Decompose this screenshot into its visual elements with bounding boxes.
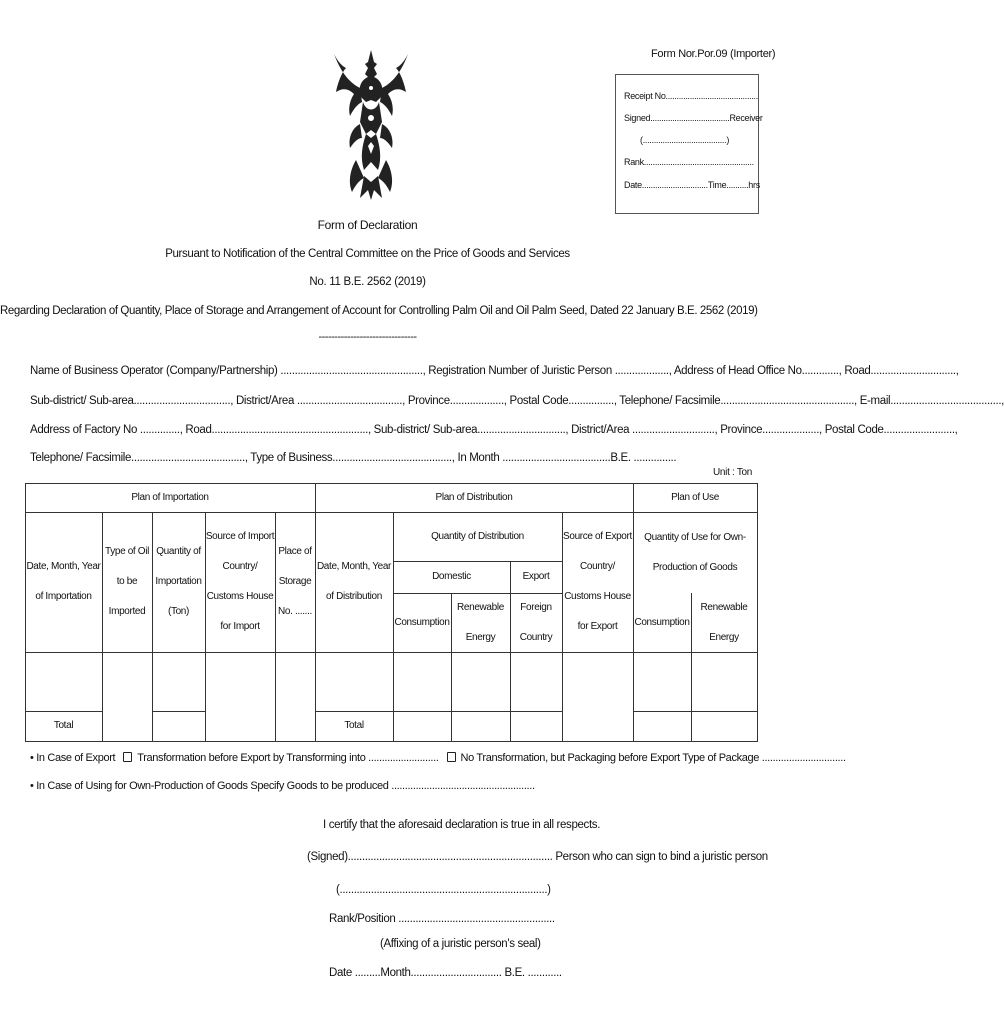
title-line2: Pursuant to Notification of the Central Committee on the Price of Goods and Services — [165, 248, 570, 260]
header-use-consumption: Consumption — [634, 616, 690, 628]
no-transformation-option-label: No Transformation, but Packaging before Export Type of Package ............................... — [460, 752, 846, 764]
header-plan-distribution: Plan of Distribution — [435, 491, 513, 503]
header-quantity-importation: Quantity of Importation (Ton) — [155, 546, 202, 617]
title-rule: ------------------------------- — [318, 331, 417, 343]
no-transformation-checkbox[interactable] — [447, 752, 456, 762]
certify-name-field[interactable]: (.........................................................................) — [336, 884, 551, 896]
form-code: Form Nor.Por.09 (Importer) — [651, 48, 776, 60]
title-line3: No. 11 B.E. 2562 (2019) — [309, 276, 426, 288]
header-plan-importation: Plan of Importation — [131, 491, 209, 503]
header-source-export: Source of Export Country/ Customs House for Export — [563, 531, 632, 632]
header-use-renewable: Renewable Energy — [700, 601, 748, 643]
header-date-importation: Date, Month, Year of Importation — [26, 561, 101, 602]
header-quantity-distribution: Quantity of Distribution — [431, 530, 524, 542]
header-source-import: Source of Import Country/ Customs House for Import — [205, 531, 275, 632]
own-use-line[interactable]: • In Case of Using for Own-Production of Goods Specify Goods to be produced ..................................................... — [30, 780, 535, 792]
header-domestic: Domestic — [432, 571, 471, 582]
header-plan-use: Plan of Use — [671, 491, 719, 503]
receipt-signed-field[interactable]: Signed....................................Receiver — [624, 113, 763, 123]
certify-seal-note: (Affixing of a juristic person's seal) — [380, 938, 541, 950]
total-distribution-label: Total — [344, 720, 364, 731]
header-type-oil: Type of Oil to be Imported — [105, 546, 149, 617]
unit-label: Unit : Ton — [713, 467, 753, 478]
certify-statement: I certify that the aforesaid declaration is true in all respects. — [323, 819, 601, 831]
header-consumption: Consumption — [394, 616, 450, 628]
field-line-operator[interactable]: Name of Business Operator (Company/Partnership) .................................................., Registration Number of Juristic Person ..................., Address of Head Office No............., Road.............................., — [30, 365, 959, 377]
total-importation-label: Total — [53, 720, 74, 731]
header-foreign-country: Foreign Country — [519, 601, 553, 643]
field-line-address[interactable]: Sub-district/ Sub-area.................................., District/Area ....................................., Province..................., Postal Code................, Telephone/ Facsimile..............................................., E-mail......................................., — [30, 395, 1004, 407]
transformation-checkbox[interactable] — [123, 752, 132, 762]
receipt-rank-field[interactable]: Rank.................................................. — [624, 157, 754, 167]
title-line4: Regarding Declaration of Quantity, Place of Storage and Arrangement of Account for Controlling Palm Oil and Oil Palm Seed, Dated 22 January B.E. 2562 (2019) — [0, 305, 758, 317]
transformation-option-label: Transformation before Export by Transforming into .......................... — [137, 752, 439, 764]
receipt-date-time-field[interactable]: Date..............................Time..........hrs — [624, 180, 760, 190]
receipt-box — [615, 74, 763, 214]
header-place-storage: Place of Storage No. ....... — [278, 546, 312, 617]
field-line-business[interactable]: Telephone/ Facsimile........................................, Type of Business.........................................., In Month ......................................B.E. ............... — [30, 452, 677, 464]
certify-rank-field[interactable]: Rank/Position ....................................................... — [329, 913, 555, 925]
header-export: Export — [522, 571, 550, 582]
certify-signed-field[interactable]: (Signed)........................................................................ Person who can sign to bind a juristic person — [307, 851, 768, 863]
header-quantity-use-own: Quantity of Use for Own- Production of Goods — [644, 531, 746, 573]
header-renewable-energy: Renewable Energy — [457, 601, 504, 643]
export-case-line — [30, 752, 846, 764]
export-case-label: • In Case of Export — [30, 752, 116, 764]
garuda-emblem-icon — [330, 42, 412, 202]
certify-date-field[interactable]: Date .........Month................................ B.E. ............ — [329, 967, 562, 979]
header-date-distribution: Date, Month, Year of Distribution — [316, 561, 392, 602]
receipt-no-field[interactable]: Receipt No.......................................... — [624, 91, 758, 101]
receipt-name-field[interactable]: (......................................) — [640, 135, 730, 145]
field-line-factory[interactable]: Address of Factory No .............., Road......................................................., Sub-district/ Sub-area..............................., District/Area ............................., Province...................., Postal Code........................., — [30, 424, 958, 436]
title-line1: Form of Declaration — [317, 218, 418, 232]
